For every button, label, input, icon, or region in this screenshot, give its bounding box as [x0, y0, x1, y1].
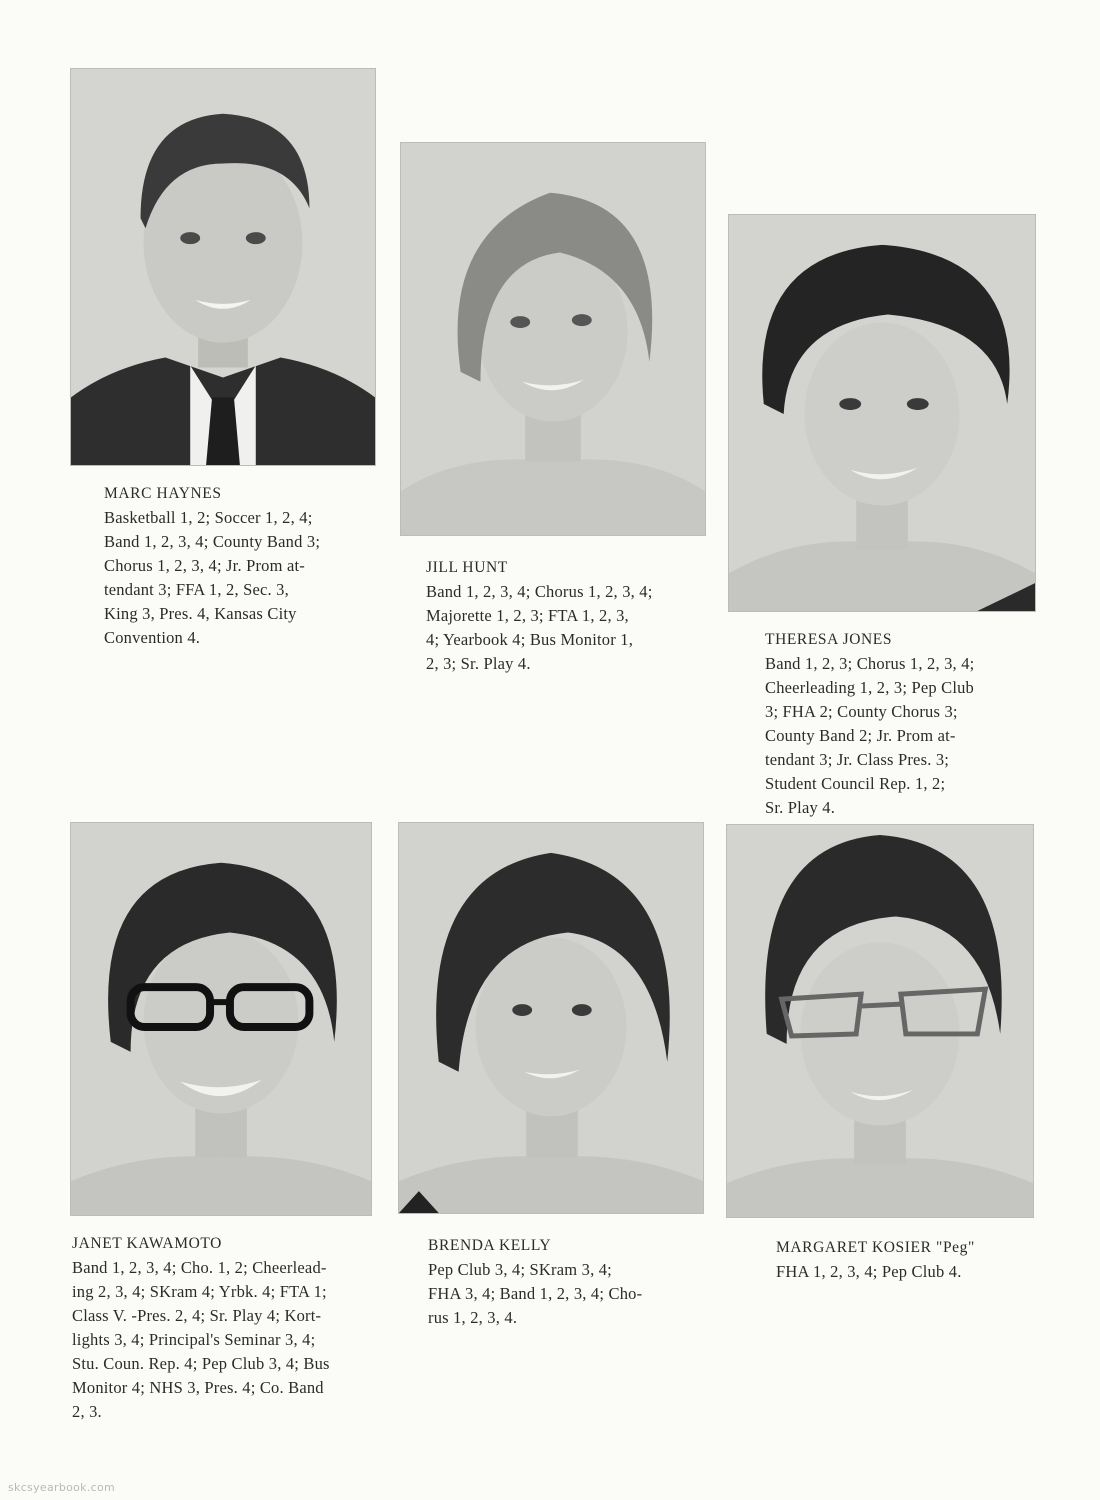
portrait-photo-icon	[71, 69, 375, 465]
portrait-photo-icon	[727, 825, 1033, 1217]
caption-marc-haynes	[104, 482, 394, 650]
caption-theresa-jones	[765, 628, 1065, 820]
student-activities: Band 1, 2, 3; Chorus 1, 2, 3, 4; Cheerleading 1, 2, 3; Pep Club 3; FHA 2; County Chorus 3; County Band 2; Jr. Prom at- tendant 3; Jr. Class Pres. 3; Student Council Rep. 1, 2; Sr. Play 4.	[765, 654, 975, 817]
student-name: JANET KAWAMOTO	[72, 1235, 222, 1252]
portrait-marc-haynes	[70, 68, 376, 466]
caption-jill-hunt	[426, 556, 716, 676]
portrait-theresa-jones	[728, 214, 1036, 612]
caption-brenda-kelly	[428, 1234, 718, 1330]
portrait-jill-hunt	[400, 142, 706, 536]
site-watermark: skcsyearbook.com	[8, 1481, 116, 1494]
student-name: BRENDA KELLY	[428, 1237, 552, 1254]
student-name: MARGARET KOSIER "Peg"	[776, 1239, 975, 1256]
student-activities: Band 1, 2, 3, 4; Cho. 1, 2; Cheerlead- ing 2, 3, 4; SKram 4; Yrbk. 4; FTA 1; Class V. -Pres. 2, 4; Sr. Play 4; Kort- lights 3, 4; Principal's Seminar 3, 4; Stu. Coun. Rep. 4; Pep Club 3, 4; Bus Monitor 4; NHS 3, Pres. 4; Co. Band 2, 3.	[72, 1258, 330, 1421]
student-name: JILL HUNT	[426, 559, 508, 576]
portrait-janet-kawamoto	[70, 822, 372, 1216]
student-activities: Pep Club 3, 4; SKram 3, 4; FHA 3, 4; Band 1, 2, 3, 4; Cho- rus 1, 2, 3, 4.	[428, 1260, 643, 1327]
portrait-photo-icon	[729, 215, 1035, 611]
portrait-margaret-kosier	[726, 824, 1034, 1218]
portrait-photo-icon	[71, 823, 371, 1215]
student-activities: FHA 1, 2, 3, 4; Pep Club 4.	[776, 1262, 962, 1281]
student-name: THERESA JONES	[765, 631, 893, 648]
portrait-photo-icon	[399, 823, 703, 1213]
student-activities: Basketball 1, 2; Soccer 1, 2, 4; Band 1, 2, 3, 4; County Band 3; Chorus 1, 2, 3, 4; Jr. Prom at- tendant 3; FFA 1, 2, Sec. 3, King 3, Pres. 4, Kansas City Convention 4.	[104, 508, 321, 647]
caption-margaret-kosier	[776, 1236, 1076, 1284]
portrait-photo-icon	[401, 143, 705, 535]
caption-janet-kawamoto	[72, 1232, 392, 1424]
portrait-brenda-kelly	[398, 822, 704, 1214]
student-name: MARC HAYNES	[104, 485, 222, 502]
student-activities: Band 1, 2, 3, 4; Chorus 1, 2, 3, 4; Majorette 1, 2, 3; FTA 1, 2, 3, 4; Yearbook 4; Bus Monitor 1, 2, 3; Sr. Play 4.	[426, 582, 653, 673]
